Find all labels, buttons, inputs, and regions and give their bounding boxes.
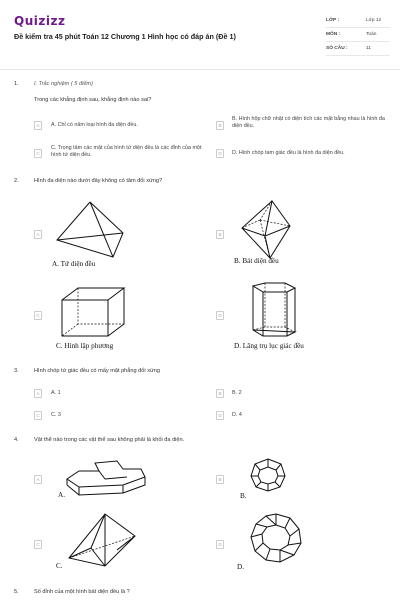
meta-count-label: SỐ CÂU : (326, 46, 348, 51)
cube-icon (60, 286, 128, 338)
option-box[interactable]: A (34, 121, 42, 130)
question-number: 3. (14, 368, 19, 374)
figure-caption: A. Tứ diện đều (52, 260, 96, 268)
question-text: Hình chóp tứ giác đều có mấy mặt phẳng đối xứng (34, 368, 160, 374)
meta-divider (326, 55, 390, 56)
figure-caption: C. (56, 562, 63, 570)
figure-caption: D. Lăng trụ lục giác đều (234, 342, 304, 350)
question-number: 2. (14, 178, 19, 184)
meta-divider (326, 41, 390, 42)
quizizz-logo: Quizizz (14, 14, 66, 28)
figure-caption: D. (237, 563, 244, 571)
figure-caption: A. (58, 491, 65, 499)
question-text: Trong các khẳng định sau, khẳng định nào sai? (34, 97, 152, 103)
solid-d-icon (250, 513, 302, 563)
option-box[interactable]: A (34, 230, 42, 239)
option-text[interactable]: A. 1 (51, 390, 61, 396)
question-number: 1. (14, 81, 19, 87)
option-box[interactable]: A (34, 475, 42, 484)
meta-count-value: 11 (366, 46, 371, 51)
option-box[interactable]: A (34, 389, 42, 398)
option-text[interactable]: A. Chỉ có năm loại hình đa diện đều. (51, 122, 138, 128)
option-text[interactable]: B. Hình hộp chữ nhật có diện tích các mặt bằng nhau là hình đa diện đều. (232, 116, 385, 129)
option-box[interactable]: D (216, 540, 224, 549)
solid-a-icon (65, 457, 147, 497)
option-box[interactable]: C (34, 311, 42, 320)
option-box[interactable]: B (216, 475, 224, 484)
option-box[interactable]: B (216, 230, 224, 239)
option-box[interactable]: B (216, 389, 224, 398)
tetrahedron-icon (55, 200, 125, 258)
section-heading: I. Trắc nghiệm ( 5 điểm) (34, 81, 93, 87)
option-box[interactable]: C (34, 540, 42, 549)
option-text[interactable]: D. 4 (232, 412, 242, 418)
meta-grade-label: LỚP : (326, 18, 340, 23)
figure-caption: B. Bát diện đều (234, 257, 279, 265)
solid-b-icon (250, 458, 286, 492)
option-box[interactable]: D (216, 149, 224, 158)
option-text[interactable]: C. Trọng tâm các mặt của hình tứ diện đều là các đỉnh của một hình tứ diện đều. (51, 145, 202, 158)
question-text: Hình đa diện nào dưới đây không có tâm đối xứng? (34, 178, 163, 184)
question-text: Số đỉnh của một hình bát diện đều là ? (34, 589, 130, 595)
question-number: 5. (14, 589, 19, 595)
option-box[interactable]: D (216, 411, 224, 420)
question-text: Vật thể nào trong các vật thể sau không phải là khối đa diện. (34, 437, 185, 443)
hexagonal-prism-icon (245, 282, 299, 342)
meta-subject-value: Toán (366, 32, 377, 37)
solid-c-icon (65, 512, 137, 568)
option-box[interactable]: B (216, 121, 224, 130)
option-text[interactable]: C. 3 (51, 412, 61, 418)
meta-subject-label: MÔN : (326, 32, 341, 37)
worksheet-title: Đề kiểm tra 45 phút Toán 12 Chương 1 Hình học có đáp án (Đề 1) (14, 32, 236, 41)
option-text[interactable]: B. 2 (232, 390, 242, 396)
option-text[interactable]: D. Hình chóp tam giác đều là hình đa diện đều. (232, 150, 345, 156)
worksheet-header (0, 0, 400, 70)
octahedron-icon (240, 200, 300, 260)
option-box[interactable]: D (216, 311, 224, 320)
option-box[interactable]: C (34, 149, 42, 158)
question-number: 4. (14, 437, 19, 443)
meta-grade-value: Lớp 12 (366, 18, 382, 23)
option-box[interactable]: C (34, 411, 42, 420)
figure-caption: B. (240, 492, 247, 500)
meta-divider (326, 27, 390, 28)
figure-caption: C. Hình lập phương (56, 342, 114, 350)
